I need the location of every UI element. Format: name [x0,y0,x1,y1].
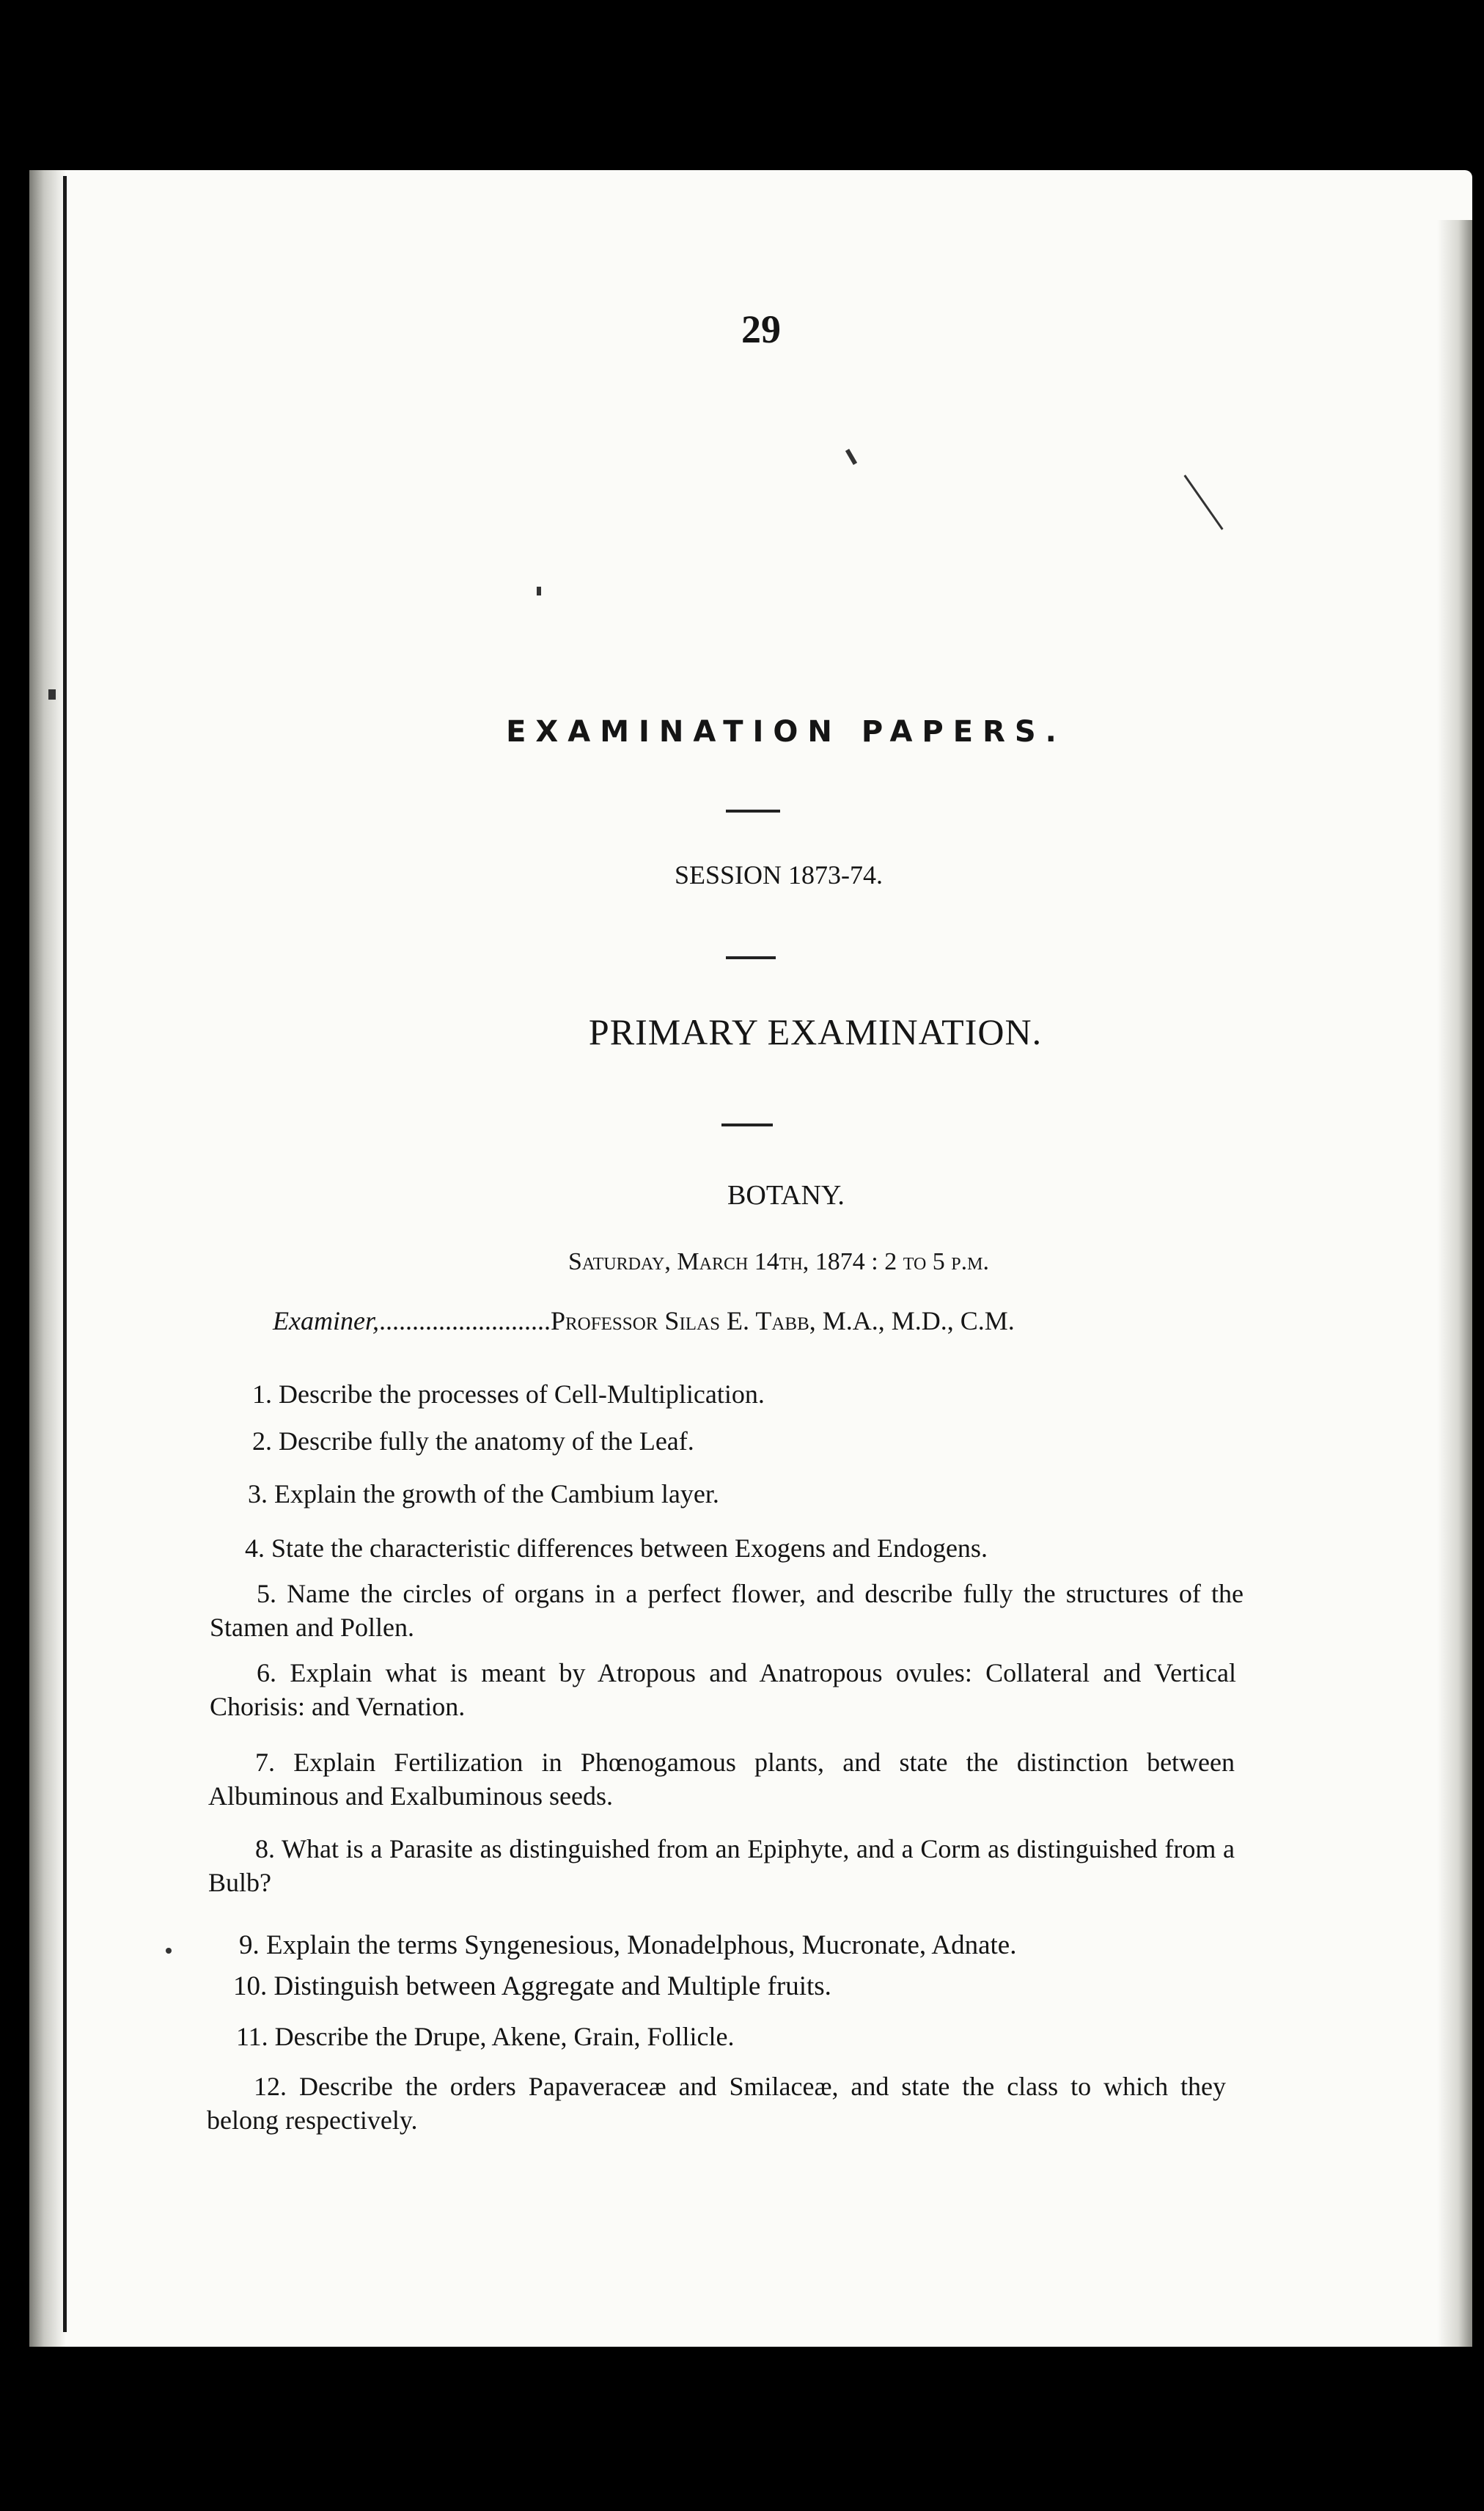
question-item: 5. Name the circles of organs in a perfect flower, and describe fully the structures of the Stamen and Pollen. [210,1579,1244,1642]
page-edge-shadow [1437,220,1472,2347]
question-item: 1. Describe the processes of Cell-Multiplication. [252,1379,765,1409]
rule-divider [726,810,780,813]
question-item: 8. What is a Parasite as distinguished from an Epiphyte, and a Corm as distinguished from a Bulb? [208,1834,1235,1897]
question-item: 6. Explain what is meant by Atropous and Anatropous ovules: Collateral and Vertical Chorisis: and Vernation. [210,1658,1236,1721]
examiner-leader-dots: .......................... [378,1306,551,1335]
question-item: 7. Explain Fertilization in Phœnogamous plants, and state the distinction between Albuminous and Exalbuminous seeds. [208,1748,1235,1811]
rule-divider [726,956,776,959]
question-item: 3. Explain the growth of the Cambium layer. [248,1479,719,1509]
examiner-name: Professor Silas E. Tabb, M.A., M.D., C.M. [550,1306,1015,1335]
question-item: 11. Describe the Drupe, Akene, Grain, Follicle. [236,2022,735,2051]
scan-speck [166,1948,172,1954]
examiner-line [273,1305,1015,1336]
question-item: 12. Describe the orders Papaveraceæ and Smilaceæ, and state the class to which they belong respectively. [207,2072,1226,2135]
question-item: 10. Distinguish between Aggregate and Multiple fruits. [233,1971,831,2001]
question-item: 4. State the characteristic differences between Exogens and Endogens. [245,1533,988,1563]
page-heading: EXAMINATION PAPERS. [506,715,1066,749]
question-item: 9. Explain the terms Syngenesious, Monadelphous, Mucronate, Adnate. [239,1930,1017,1960]
scan-speck [48,689,56,700]
exam-title: PRIMARY EXAMINATION. [588,1011,1043,1052]
question-item: 2. Describe fully the anatomy of the Leaf. [252,1426,694,1456]
subject-heading: BOTANY. [727,1180,845,1211]
rule-divider [721,1123,773,1126]
exam-date-time: Saturday, March 14th, 1874 : 2 to 5 p.m. [568,1248,989,1275]
examiner-label: Examiner, [273,1306,379,1335]
scan-speck [537,587,541,595]
session-label: SESSION 1873-74. [674,860,884,890]
page-number: 29 [741,307,781,351]
